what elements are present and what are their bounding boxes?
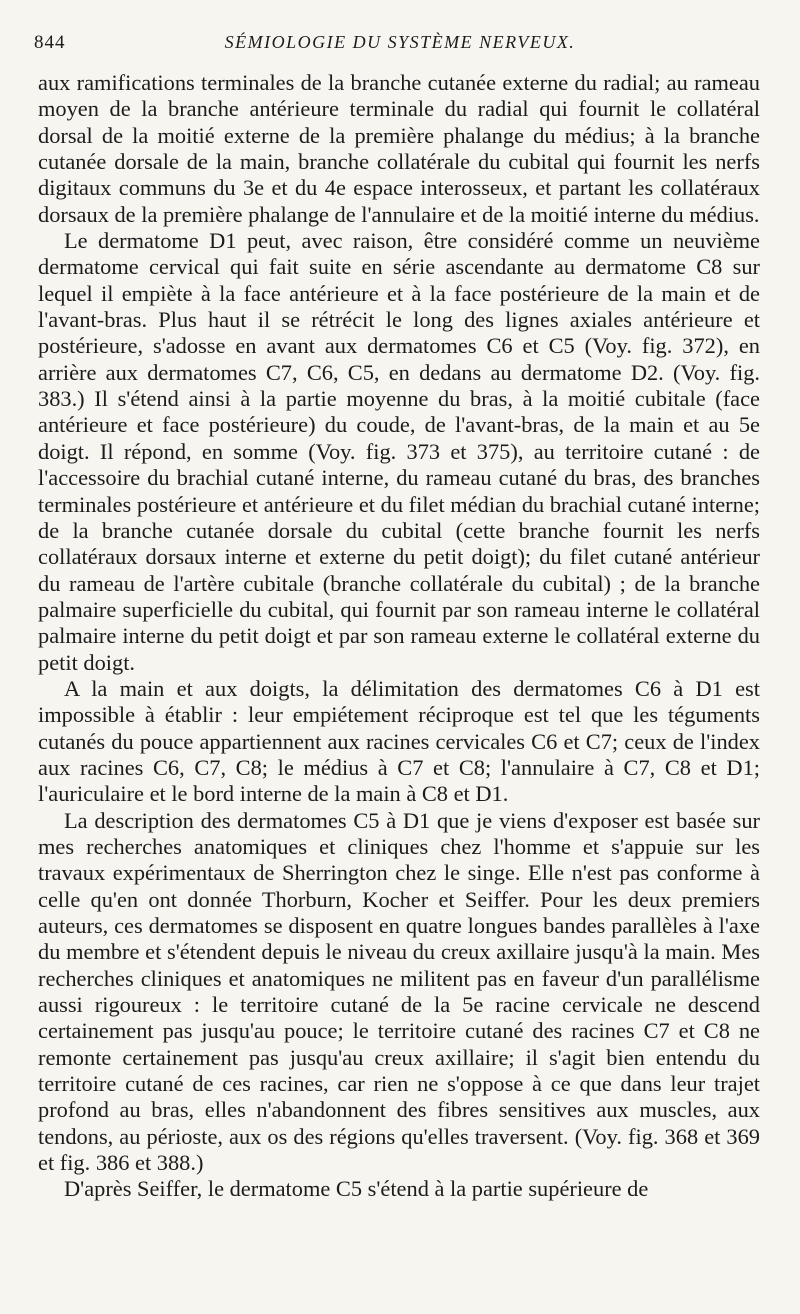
page-header <box>34 30 766 58</box>
paragraph-3: A la main et aux doigts, la délimitation des dermatomes C6 à D1 est impossible à établir : leur empiétement réciproque est tel que les téguments cutanés du pouce appartiennent aux racines cervicales C6 et C7; ceux de l'index aux racines C6, C7, C8; le médius à C7 et C8; l'annulaire à C7, C8 et D1; l'auriculaire et le bord interne de la main à C8 et D1. <box>38 675 760 807</box>
page-number: 844 <box>34 32 66 53</box>
paragraph-4: La description des dermatomes C5 à D1 que je viens d'exposer est basée sur mes recherches anatomiques et cliniques chez l'homme et s'appuie sur les travaux expérimentaux de Sherrington chez le singe. Elle n'est pas conforme à celle qu'en ont donnée Thorburn, Kocher et Seiffer. Pour les deux premiers auteurs, ces dermatomes se disposent en quatre longues bandes parallèles à l'axe du membre et s'étendent depuis le niveau du creux axillaire jusqu'à la main. Mes recherches cliniques et anatomiques ne militent pas en faveur d'un parallélisme aussi rigoureux : le territoire cutané de la 5e racine cervicale ne descend certainement pas jusqu'au pouce; le territoire cutané des racines C7 et C8 ne remonte certainement pas jusqu'au creux axillaire; il s'agit bien entendu du territoire cutané de ces racines, car rien ne s'oppose à ce que dans leur trajet profond au bras, elles n'abandonnent des fibres sensitives aux muscles, aux tendons, au périoste, aux os des régions qu'elles traversent. (Voy. fig. 368 et 369 et fig. 386 et 388.) <box>38 807 760 1176</box>
body-text <box>38 70 760 1203</box>
paragraph-1: aux ramifications terminales de la branche cutanée externe du radial; au rameau moyen de la branche antérieure terminale du radial qui fournit le collatéral dorsal de la moitié externe de la première phalange du médius; à la branche cutanée dorsale de la main, branche collatérale du cubital qui fournit les nerfs digitaux communs du 3e et du 4e espace interosseux, et partant les collatéraux dorsaux de la première phalange de l'annulaire et de la moitié interne du médius. <box>38 70 760 227</box>
running-title: SÉMIOLOGIE DU SYSTÈME NERVEUX. <box>224 32 576 52</box>
paragraph-2: Le dermatome D1 peut, avec raison, être considéré comme un neuvième dermatome cervical qui fait suite en série ascendante au dermatome C8 sur lequel il empiète à la face antérieure et à la face postérieure de la main et de l'avant-bras. Plus haut il se rétrécit le long des lignes axiales antérieure et postérieure, s'adosse en avant aux dermatomes C6 et C5 (Voy. fig. 372), en arrière aux dermatomes C7, C6, C5, en dedans au dermatome D2. (Voy. fig. 383.) Il s'étend ainsi à la partie moyenne du bras, à la moitié cubitale (face antérieure et face postérieure) du coude, de l'avant-bras, de la main et au 5e doigt. Il répond, en somme (Voy. fig. 373 et 375), au territoire cutané : de l'accessoire du brachial cutané interne, du rameau cutané du bras, des branches terminales postérieure et antérieure et du filet médian du brachial cutané interne; de la branche cutanée dorsale du cubital (cette branche fournit les nerfs collatéraux dorsaux interne et externe du petit doigt); du filet cutané antérieur du rameau de l'artère cubitale (branche collatérale du cubital) ; de la branche palmaire superficielle du cubital, qui fournit par son rameau interne le collatéral palmaire interne du petit doigt et par son rameau externe le collatéral externe du petit doigt. <box>38 228 760 675</box>
paragraph-5: D'après Seiffer, le dermatome C5 s'étend à la partie supérieure de <box>64 1176 649 1202</box>
